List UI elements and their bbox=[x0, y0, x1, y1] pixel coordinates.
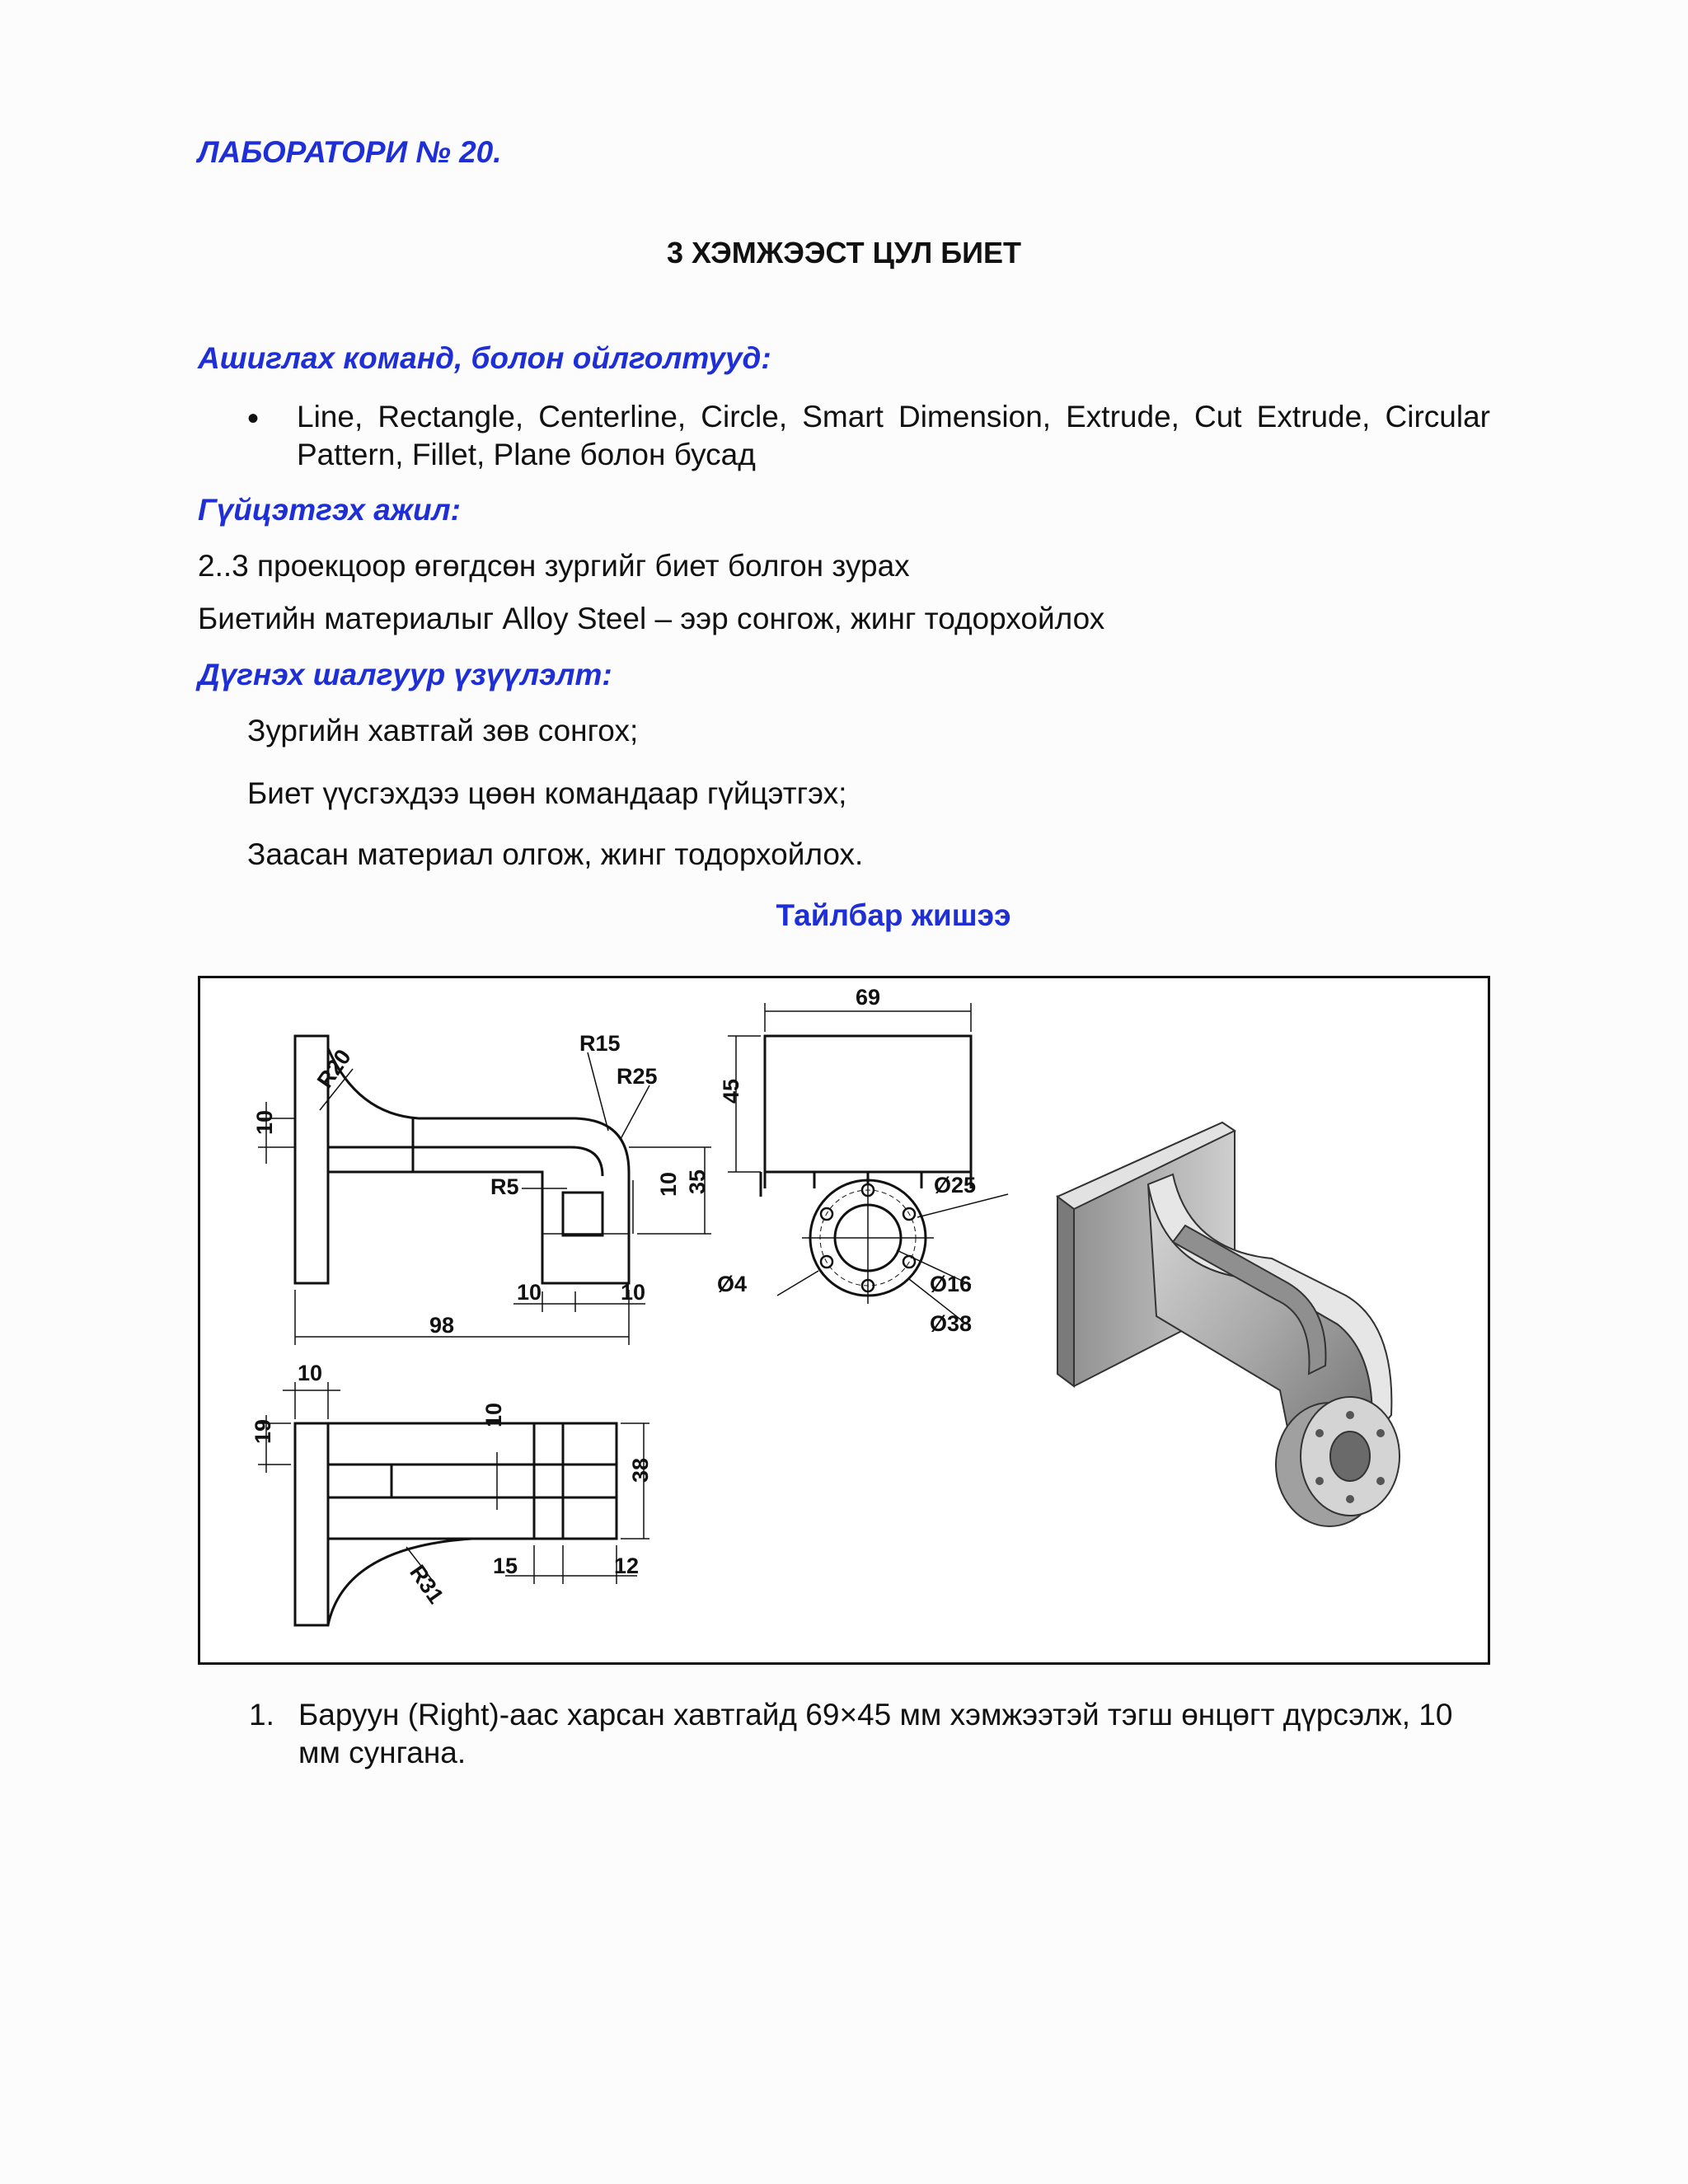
step-text: Баруун (Right)-аас харсан хавтгайд 69×45 мм хэмжээтэй тэгш өнцөгт дүрсэлж, 10 мм сунгана. bbox=[298, 1698, 1453, 1769]
document-title: 3 ХЭМЖЭЭСТ ЦУЛ БИЕТ bbox=[667, 236, 1021, 269]
bullet-icon: • bbox=[247, 401, 260, 437]
dim-r15: R15 bbox=[579, 1031, 621, 1056]
dim-15: 15 bbox=[493, 1554, 518, 1578]
commands-list-text: Line, Rectangle, Centerline, Circle, Smart Dimension, Extrude, Cut Extrude, Circular Pattern, Fillet, Plane болон бусад bbox=[297, 400, 1490, 471]
technical-drawing bbox=[200, 978, 1488, 1662]
criteria-item: Заасан материал олгож, жинг тодорхойлох. bbox=[247, 837, 864, 871]
dim-r20: R20 bbox=[312, 1044, 356, 1093]
dim-r31: R31 bbox=[405, 1560, 449, 1609]
dim-10-mid: 10 bbox=[656, 1171, 681, 1197]
dim-19: 19 bbox=[251, 1418, 275, 1444]
dim-45: 45 bbox=[719, 1078, 743, 1104]
criteria-heading: Дүгнэх шалгуур үзүүлэлт: bbox=[198, 658, 612, 691]
dim-dia25: Ø25 bbox=[934, 1173, 977, 1197]
criteria-item: Зургийн хавтгай зөв сонгох; bbox=[247, 714, 639, 748]
dim-r5: R5 bbox=[490, 1174, 519, 1199]
dim-10-b1: 10 bbox=[517, 1280, 542, 1305]
side-view bbox=[717, 985, 1008, 1336]
front-view bbox=[252, 1031, 711, 1345]
dim-38: 38 bbox=[628, 1457, 653, 1483]
task-line: 2..3 проекцоор өгөгдсөн зургийг биет болгон зурах bbox=[198, 549, 910, 583]
criteria-item: Биет үүсгэхдээ цөөн командаар гүйцэтгэх; bbox=[247, 776, 847, 810]
dim-12: 12 bbox=[614, 1554, 640, 1578]
dim-10-b2: 10 bbox=[621, 1280, 646, 1305]
dim-98: 98 bbox=[429, 1313, 455, 1338]
commands-heading: Ашиглах команд, болон ойлголтууд: bbox=[198, 341, 771, 375]
dim-10-left: 10 bbox=[252, 1109, 277, 1135]
dim-dia16: Ø16 bbox=[930, 1272, 973, 1296]
dim-10-top: 10 bbox=[298, 1361, 323, 1385]
technical-drawing-figure bbox=[198, 976, 1490, 1665]
lab-title: ЛАБОРАТОРИ № 20. bbox=[198, 135, 502, 169]
dim-10-vertical: 10 bbox=[481, 1402, 506, 1427]
task-heading: Гүйцэтгэх ажил: bbox=[198, 493, 461, 527]
dim-dia38: Ø38 bbox=[930, 1311, 973, 1336]
example-heading: Тайлбар жишээ bbox=[776, 898, 1011, 932]
dim-69: 69 bbox=[856, 985, 881, 1010]
task-line: Биетийн материалыг Alloy Steel – ээр сонгож, жинг тодорхойлох bbox=[198, 602, 1105, 635]
step-number: 1. bbox=[249, 1698, 274, 1732]
dim-dia4: Ø4 bbox=[717, 1272, 748, 1296]
dim-35: 35 bbox=[685, 1169, 710, 1194]
top-view bbox=[251, 1361, 653, 1625]
dim-r25: R25 bbox=[617, 1064, 658, 1089]
isometric-3d-render bbox=[1057, 1122, 1400, 1526]
